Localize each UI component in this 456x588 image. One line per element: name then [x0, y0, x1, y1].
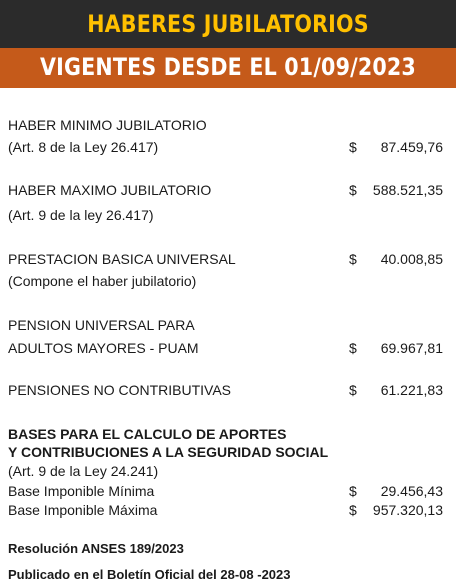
page-title: HABERES JUBILATORIOS	[87, 10, 369, 38]
item-maximo-label: HABER MAXIMO JUBILATORIO	[8, 182, 212, 198]
bases-note: (Art. 9 de la Ley 24.241)	[8, 463, 159, 479]
bases-heading-line2: Y CONTRIBUCIONES A LA SEGURIDAD SOCIAL	[8, 444, 329, 460]
header-bottom-band	[0, 48, 456, 88]
item-minimo-label: HABER MINIMO JUBILATORIO	[8, 117, 207, 133]
base-maxima-currency: $	[349, 502, 357, 518]
base-minima-amount: 29.456,43	[380, 483, 443, 499]
item-maximo-currency: $	[349, 182, 357, 198]
base-minima-currency: $	[349, 483, 357, 499]
footer-published: Publicado en el Boletín Oficial del 28-08 -2023	[8, 567, 291, 582]
item-minimo-currency: $	[349, 139, 357, 155]
base-maxima-label: Base Imponible Máxima	[8, 502, 158, 518]
item-pbu-amount: 40.008,85	[380, 251, 443, 267]
header-top-band	[0, 0, 456, 48]
item-minimo-amount: 87.459,76	[380, 139, 443, 155]
item-pbu-label: PRESTACION BASICA UNIVERSAL	[8, 251, 236, 267]
item-minimo-note: (Art. 8 de la Ley 26.417)	[8, 139, 159, 155]
base-maxima-amount: 957.320,13	[372, 502, 443, 518]
page-subtitle: VIGENTES DESDE EL 01/09/2023	[40, 53, 416, 81]
item-pbu-note: (Compone el haber jubilatorio)	[8, 273, 197, 289]
item-puam-label-line1: PENSION UNIVERSAL PARA	[8, 317, 195, 333]
item-pnc-amount: 61.221,83	[380, 382, 443, 398]
item-puam-label-line2: ADULTOS MAYORES - PUAM	[8, 340, 199, 356]
base-minima-label: Base Imponible Mínima	[8, 483, 155, 499]
bases-heading-line1: BASES PARA EL CALCULO DE APORTES	[8, 426, 287, 442]
item-pnc-currency: $	[349, 382, 357, 398]
item-pbu-currency: $	[349, 251, 357, 267]
item-puam-amount: 69.967,81	[380, 340, 443, 356]
item-puam-currency: $	[349, 340, 357, 356]
item-pnc-label: PENSIONES NO CONTRIBUTIVAS	[8, 382, 231, 398]
item-maximo-note: (Art. 9 de la ley 26.417)	[8, 207, 154, 223]
item-maximo-amount: 588.521,35	[372, 182, 443, 198]
footer-resolution: Resolución ANSES 189/2023	[8, 541, 184, 556]
